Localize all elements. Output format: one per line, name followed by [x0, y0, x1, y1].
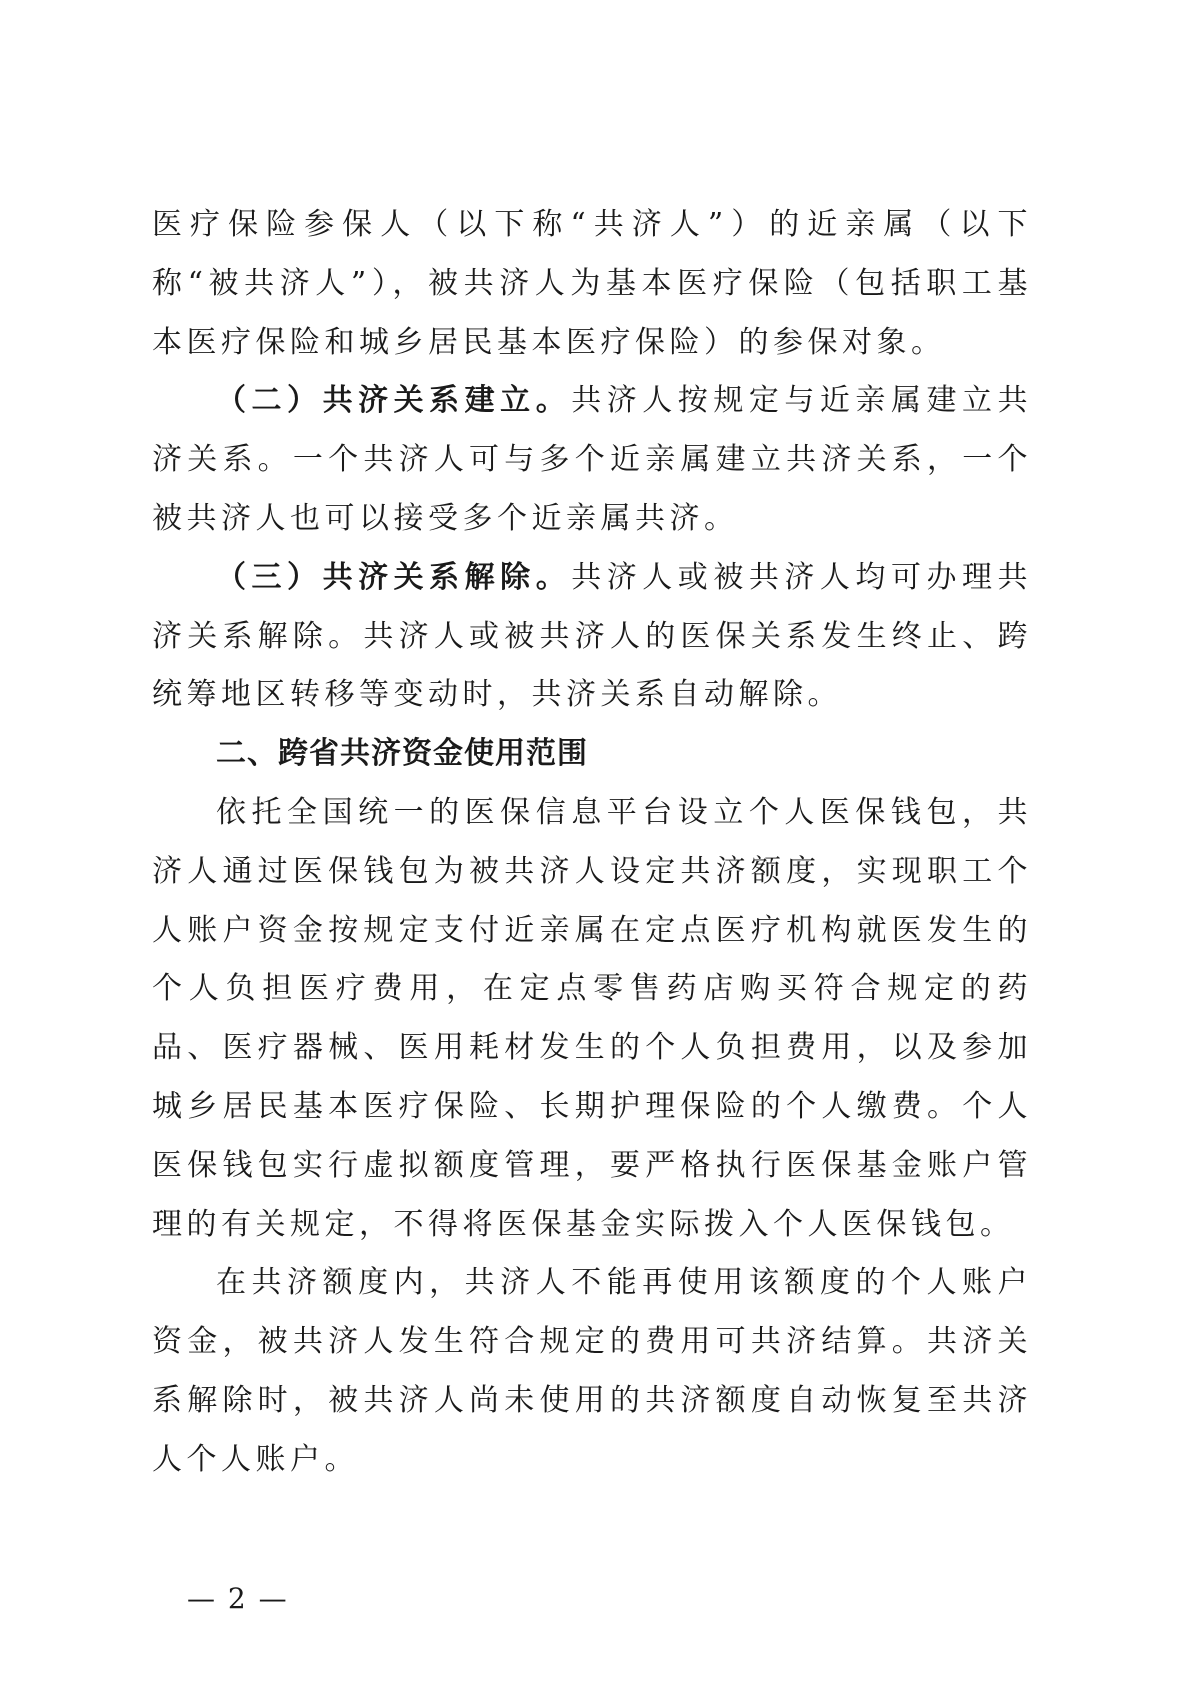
- document-body: [152, 196, 1032, 1490]
- paragraph-relationship-dissolve: [152, 549, 1032, 725]
- section-text-establish: 共济人按规定与近亲属建立共济关系。一个共济人可与多个近亲属建立共济关系，一个被共济人也可以接受多个近亲属共济。: [152, 383, 1033, 536]
- paragraph-wallet: [152, 784, 1032, 1254]
- page-number: — 2 —: [187, 1582, 289, 1615]
- section-title-dissolve: （三）共济关系解除。: [216, 559, 572, 595]
- section-text-dissolve: 共济人或被共济人均可办理共济关系解除。共济人或被共济人的医保关系发生终止、跨统筹地区转移等变动时，共济关系自动解除。: [152, 559, 1033, 713]
- section-title-establish: （二）共济关系建立。: [216, 383, 572, 419]
- heading-fund-usage-scope: 二、跨省共济资金使用范围: [216, 736, 588, 772]
- paragraph-quota: [152, 1254, 1032, 1489]
- paragraph-relationship-establish: [152, 372, 1032, 548]
- paragraph-participants-text: 医疗保险参保人（以下称“共济人”）的近亲属（以下称“被共济人”），被共济人为基本医疗保险（包括职工基本医疗保险和城乡居民基本医疗保险）的参保对象。: [152, 207, 1032, 360]
- paragraph-wallet-text: 依托全国统一的医保信息平台设立个人医保钱包，共济人通过医保钱包为被共济人设定共济额度，实现职工个人账户资金按规定支付近亲属在定点医疗机构就医发生的个人负担医疗费用，在定点零售药店购买符合规定的药品、医疗器械、医用耗材发生的个人负担费用，以及参加城乡居民基本医疗保险、长期护理保险的个人缴费。个人医保钱包实行虚拟额度管理，要严格执行医保基金账户管理的有关规定，不得将医保基金实际拨入个人医保钱包。: [152, 794, 1032, 1242]
- paragraph-participants: [152, 196, 1032, 372]
- paragraph-quota-text: 在共济额度内，共济人不能再使用该额度的个人账户资金，被共济人发生符合规定的费用可共济结算。共济关系解除时，被共济人尚未使用的共济额度自动恢复至共济人个人账户。: [152, 1265, 1032, 1477]
